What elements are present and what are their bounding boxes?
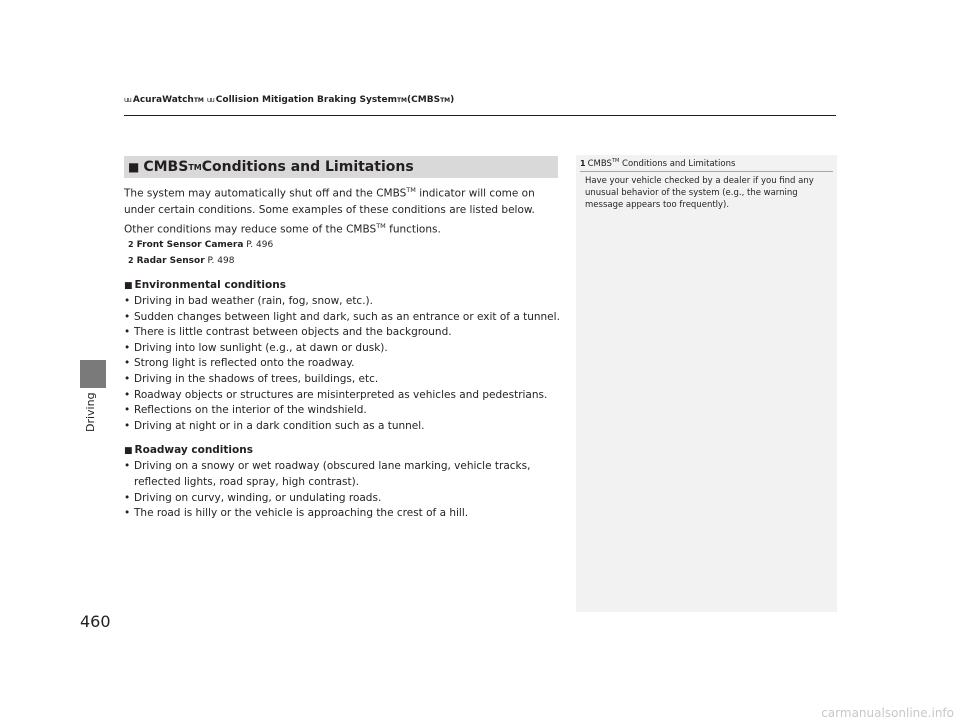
xref-front-sensor-camera[interactable] [128, 237, 564, 253]
notes-title-rest: Conditions and Limitations [619, 158, 736, 169]
list-item: • Driving in the shadows of trees, buildings, etc. [124, 372, 564, 388]
notes-title-tm: TM [611, 158, 620, 164]
breadcrumb-level2-suffix-open: (CMBS [407, 95, 441, 105]
section-title-rest: Conditions and Limitations [201, 159, 414, 175]
roadway-list [124, 459, 564, 521]
list-item: • Sudden changes between light and dark, such as an entrance or exit of a tunnel. [124, 310, 564, 326]
section-title: CMBS [143, 159, 189, 175]
intro-paragraph [124, 182, 564, 237]
xref-page: P. 496 [246, 240, 274, 250]
intro-text-2: indicator will come on under certain conditions. Some examples of these conditions are listed below. Other conditions may reduce some of the CMBS [124, 187, 535, 235]
main-content [124, 182, 564, 522]
xref-name: Front Sensor Camera [136, 240, 244, 250]
notes-title [580, 158, 735, 169]
breadcrumb [124, 93, 454, 107]
list-item: • Driving into low sunlight (e.g., at dawn or dusk). [124, 341, 564, 357]
breadcrumb-level2[interactable]: Collision Mitigation Braking System [215, 95, 397, 105]
list-item: • Driving in bad weather (rain, fog, snow, etc.). [124, 294, 564, 310]
header-divider [124, 115, 836, 116]
xref-arrow-icon: 2 [128, 240, 134, 249]
breadcrumb-level2-tm: TM [396, 96, 408, 104]
breadcrumb-level2-suffix-tm: TM [440, 96, 451, 104]
environmental-list [124, 294, 564, 434]
intro-text-3: functions. [385, 223, 441, 235]
environmental-heading [124, 277, 564, 294]
notes-divider [580, 171, 833, 172]
intro-tm-1: TM [406, 186, 416, 194]
list-item: • Driving on curvy, winding, or undulating roads. [124, 491, 564, 507]
list-item: • Reflections on the interior of the windshield. [124, 403, 564, 419]
breadcrumb-level1[interactable]: AcuraWatch [132, 95, 194, 105]
roadway-title: Roadway conditions [134, 444, 253, 457]
xref-name: Radar Sensor [136, 256, 205, 266]
section-heading [124, 156, 558, 178]
breadcrumb-arrow-icon: uu [206, 96, 214, 104]
heading-square-icon: ■ [128, 160, 140, 174]
breadcrumb-level1-tm: TM [193, 96, 204, 104]
subheading-square-icon: ■ [124, 281, 133, 291]
subheading-square-icon: ■ [124, 446, 133, 457]
list-item: • There is little contrast between objects and the background. [124, 325, 564, 341]
chapter-tab-label: Driving [84, 392, 97, 432]
list-item: • Driving at night or in a dark condition such as a tunnel. [124, 419, 564, 435]
notes-title-text: CMBS [587, 158, 612, 169]
notes-body: Have your vehicle checked by a dealer if you find any unusual behavior of the system (e.g., the warning message appears too frequently). [585, 176, 814, 210]
list-item: • Strong light is reflected onto the roadway. [124, 356, 564, 372]
section-title-tm: TM [188, 162, 202, 172]
notes-ref-number: 1 [580, 158, 586, 168]
list-item: • Driving on a snowy or wet roadway (obscured lane marking, vehicle tracks, reflected lights, road spray, high contrast). [124, 459, 564, 490]
xref-page: P. 498 [207, 256, 235, 266]
intro-text-1: The system may automatically shut off and the CMBS [124, 187, 407, 200]
breadcrumb-level2-suffix-close: ) [450, 95, 455, 105]
watermark: carmanualsonline.info [821, 706, 954, 720]
roadway-heading [124, 442, 564, 459]
environmental-title: Environmental conditions [134, 279, 286, 291]
list-item: • Roadway objects or structures are misinterpreted as vehicles and pedestrians. [124, 388, 564, 404]
page-number: 460 [80, 612, 111, 631]
breadcrumb-arrow-icon: uu [124, 96, 131, 104]
xref-radar-sensor[interactable] [128, 253, 564, 269]
notes-panel [576, 155, 837, 612]
list-item: • The road is hilly or the vehicle is approaching the crest of a hill. [124, 506, 564, 522]
chapter-tab[interactable] [80, 360, 106, 388]
xref-arrow-icon: 2 [128, 256, 134, 265]
intro-tm-2: TM [376, 221, 386, 230]
